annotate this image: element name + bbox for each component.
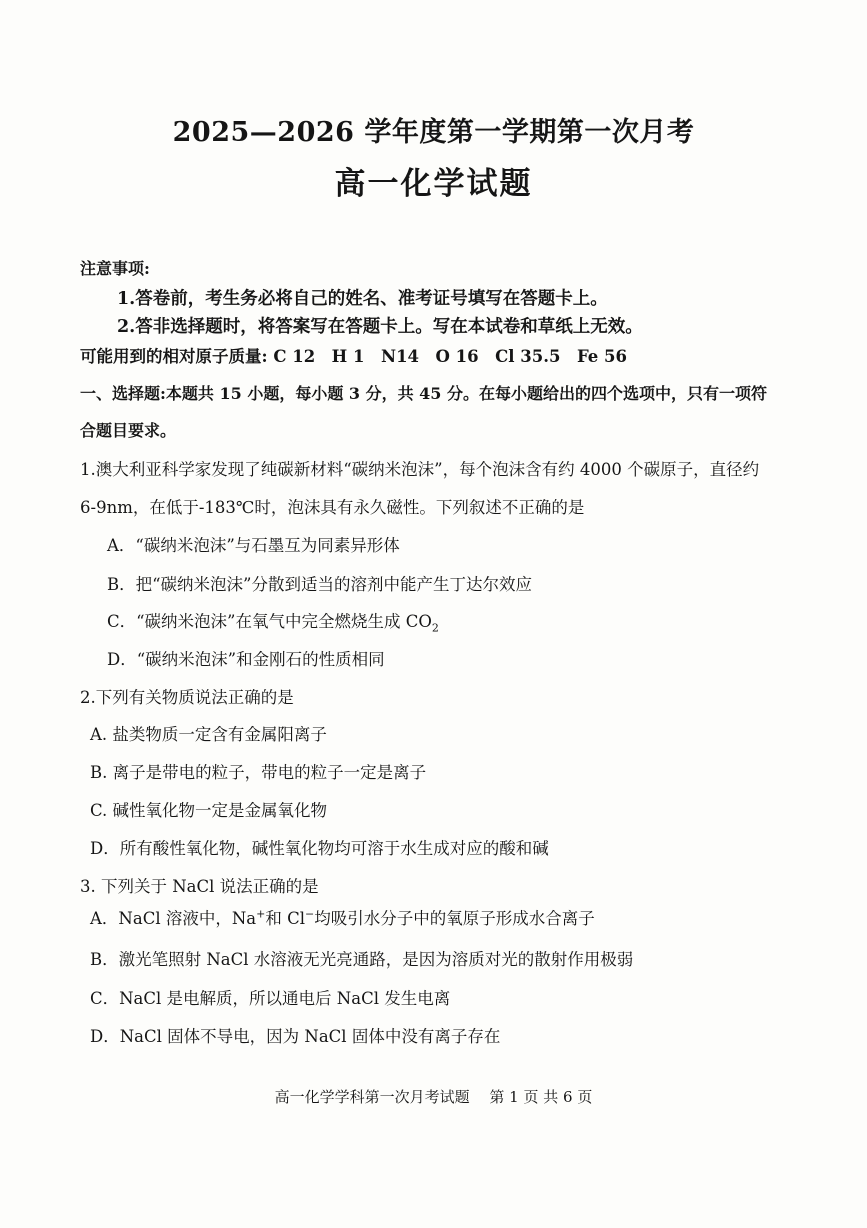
q2-option-d: D．所有酸性氧化物，碱性氧化物均可溶于水生成对应的酸和碱	[90, 839, 549, 858]
section1-instructions-line2: 合题目要求。	[80, 421, 177, 440]
q1-option-c-subscript: 2	[431, 621, 439, 635]
q2-stem: 2.下列有关物质说法正确的是	[80, 688, 294, 707]
q3-option-d: D．NaCl 固体不导电，因为 NaCl 固体中没有离子存在	[90, 1027, 501, 1046]
q3-stem: 3. 下列关于 NaCl 说法正确的是	[80, 877, 319, 896]
q1-option-c-text: C．“碳纳米泡沫”在氧气中完全燃烧生成 CO	[107, 612, 432, 631]
exam-title: 2025—2026 学年度第一学期第一次月考	[172, 117, 695, 148]
q3-option-a-pre: A．NaCl 溶液中，Na	[90, 909, 257, 928]
page-footer: 高一化学学科第一次月考试题 第 1 页 共 6 页	[274, 1088, 593, 1106]
q3-option-b: B．激光笔照射 NaCl 水溶液无光亮通路，是因为溶质对光的散射作用极弱	[90, 950, 634, 969]
notes-heading: 注意事项:	[80, 259, 150, 278]
q1-stem-line1: 1.澳大利亚科学家发现了纯碳新材料“碳纳米泡沫”，每个泡沫含有约 4000 个碳原子，直径约	[80, 460, 760, 479]
q1-option-b: B．把“碳纳米泡沫”分散到适当的溶剂中能产生丁达尔效应	[107, 575, 532, 594]
q3-option-a-post: 均吸引水分子中的氧原子形成水合离子	[314, 909, 595, 928]
atomic-mass-line: 可能用到的相对原子质量: C 12 H 1 N14 O 16 Cl 35.5 Fe 56	[80, 347, 627, 366]
notes-item-2: 2.答非选择题时，将答案写在答题卡上。写在本试卷和草纸上无效。	[117, 317, 643, 337]
q3-option-a-mid: 和 Cl	[265, 909, 305, 928]
q1-option-a: A．“碳纳米泡沫”与石墨互为同素异形体	[107, 536, 400, 555]
q1-option-c	[107, 608, 439, 634]
q3-option-a-sup-na: +	[256, 907, 266, 921]
section1-instructions-line1: 一、选择题:本题共 15 小题，每小题 3 分，共 45 分。在每小题给出的四个选项中，只有一项符	[80, 384, 767, 403]
q3-option-a	[90, 905, 595, 929]
q2-option-a: A. 盐类物质一定含有金属阳离子	[90, 725, 327, 744]
q2-option-c: C. 碱性氧化物一定是金属氧化物	[90, 801, 328, 820]
q3-option-c: C．NaCl 是电解质，所以通电后 NaCl 发生电离	[90, 989, 451, 1008]
q2-option-b: B. 离子是带电的粒子，带电的粒子一定是离子	[90, 763, 427, 782]
q3-option-a-sup-cl: −	[305, 907, 315, 921]
exam-subtitle: 高一化学试题	[334, 166, 533, 202]
q1-stem-line2: 6-9nm，在低于-183℃时，泡沫具有永久磁性。下列叙述不正确的是	[80, 498, 585, 517]
notes-item-1: 1.答卷前，考生务必将自己的姓名、准考证号填写在答题卡上。	[117, 289, 608, 309]
q1-option-d: D．“碳纳米泡沫”和金刚石的性质相同	[107, 650, 385, 669]
